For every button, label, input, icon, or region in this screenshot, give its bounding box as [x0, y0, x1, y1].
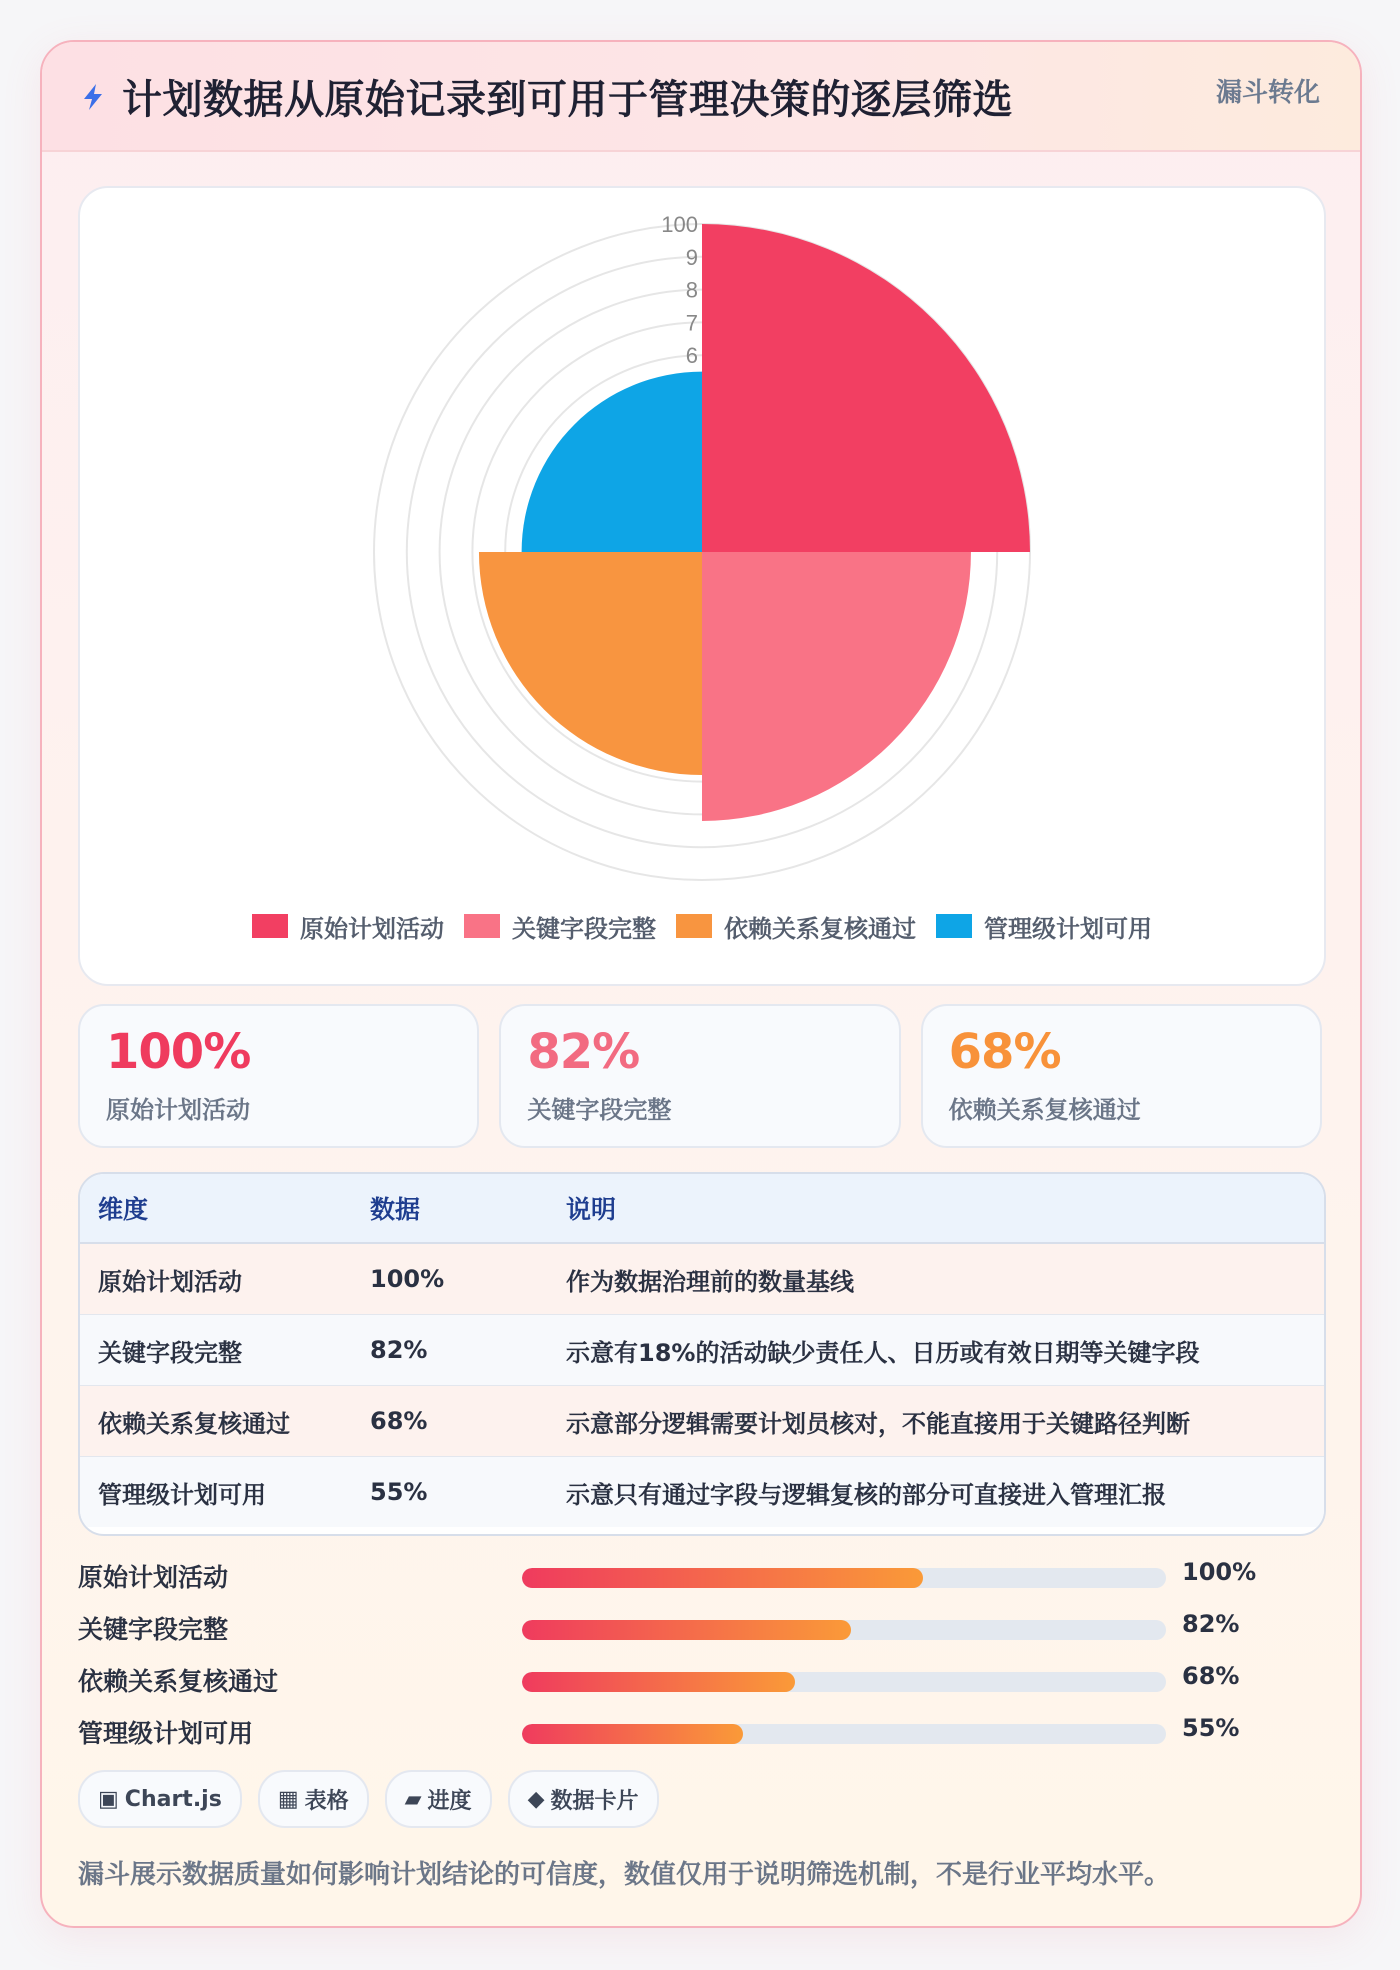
- polar-sector[interactable]: [702, 552, 971, 821]
- stat-value: 100%: [106, 1024, 251, 1080]
- radial-tick-label: 100: [661, 212, 698, 237]
- radial-tick-label: 6: [685, 343, 698, 369]
- table-cell: 55%: [352, 1457, 548, 1528]
- diamond-icon: ◆: [527, 1786, 545, 1812]
- table-cell: 100%: [352, 1243, 548, 1315]
- radial-tick-label: 8: [685, 277, 698, 303]
- legend-label: 管理级计划可用: [984, 914, 1152, 943]
- table-cell: 示意部分逻辑需要计划员核对，不能直接用于关键路径判断: [548, 1386, 1324, 1457]
- table-row: [80, 1386, 1324, 1457]
- table-cell: 68%: [352, 1386, 548, 1457]
- chip-label: 数据卡片: [550, 1788, 639, 1814]
- chart-legend: [80, 906, 1324, 946]
- legend-item[interactable]: [676, 909, 916, 944]
- footnote: 漏斗展示数据质量如何影响计划结论的可信度，数值仅用于说明筛选机制，不是行业平均水平。: [78, 1860, 1171, 1890]
- legend-item[interactable]: [464, 909, 656, 944]
- chip-chartjs: [78, 1770, 242, 1828]
- stat-card: [921, 1004, 1322, 1148]
- progress-row: [78, 1602, 1322, 1654]
- chart-panel: [78, 186, 1326, 986]
- progress-row: [78, 1550, 1322, 1602]
- chip-label: 表格: [304, 1788, 349, 1814]
- table-cell: 作为数据治理前的数量基线: [548, 1243, 1324, 1315]
- radial-tick-label: 9: [685, 244, 698, 270]
- infographic-card: [40, 40, 1362, 1928]
- progress-bars: [78, 1550, 1322, 1758]
- legend-label: 原始计划活动: [300, 914, 444, 943]
- legend-item[interactable]: [252, 909, 444, 944]
- table-cell: 82%: [352, 1315, 548, 1386]
- chip-table: [258, 1770, 369, 1828]
- progress-row: [78, 1706, 1322, 1758]
- table-cell: 关键字段完整: [80, 1315, 352, 1386]
- progress-label: 关键字段完整: [78, 1615, 229, 1644]
- table-row: [80, 1243, 1324, 1315]
- legend-item[interactable]: [936, 909, 1152, 944]
- lightning-bolt-icon: [80, 82, 106, 112]
- polar-sector[interactable]: [479, 552, 702, 775]
- progress-fill: [522, 1672, 795, 1692]
- radial-tick-label: 7: [685, 310, 698, 336]
- chart-icon: ▣: [98, 1786, 119, 1812]
- polar-sector[interactable]: [522, 372, 702, 552]
- chip-progress: [385, 1770, 492, 1828]
- stat-value: 68%: [948, 1024, 1061, 1080]
- progress-track: [522, 1568, 1166, 1588]
- progress-label: 管理级计划可用: [78, 1719, 254, 1748]
- polar-sector[interactable]: [702, 224, 1030, 552]
- table-icon: ▦: [277, 1786, 299, 1812]
- tech-chips: [78, 1770, 659, 1828]
- progress-value: 68%: [1182, 1662, 1240, 1690]
- progress-label: 依赖关系复核通过: [78, 1667, 279, 1696]
- legend-label: 关键字段完整: [512, 914, 656, 943]
- stat-label: 依赖关系复核通过: [948, 1096, 1141, 1124]
- progress-value: 55%: [1182, 1714, 1240, 1742]
- chip-label: Chart.js: [124, 1786, 222, 1812]
- column-header: 说明: [548, 1174, 1324, 1243]
- chip-label: 进度: [427, 1788, 472, 1814]
- table-cell: 示意有18%的活动缺少责任人、日历或有效日期等关键字段: [548, 1315, 1324, 1386]
- legend-swatch: [676, 914, 712, 938]
- progress-fill: [522, 1568, 923, 1588]
- stat-cards: [78, 1004, 1322, 1148]
- stat-label: 原始计划活动: [106, 1096, 250, 1124]
- progress-fill: [522, 1620, 851, 1640]
- progress-track: [522, 1724, 1166, 1744]
- table-cell: 示意只有通过字段与逻辑复核的部分可直接进入管理汇报: [548, 1457, 1324, 1528]
- legend-swatch: [252, 914, 288, 938]
- table-cell: 依赖关系复核通过: [80, 1386, 352, 1457]
- table-row: [80, 1457, 1324, 1528]
- progress-track: [522, 1672, 1166, 1692]
- table-header-row: [80, 1174, 1324, 1243]
- page-title: 计划数据从原始记录到可用于管理决策的逐层筛选: [122, 77, 1013, 123]
- table-cell: 管理级计划可用: [80, 1457, 352, 1528]
- progress-value: 100%: [1182, 1558, 1257, 1586]
- progress-fill: [522, 1724, 743, 1744]
- polar-area-chart: [80, 188, 1324, 888]
- table-cell: 原始计划活动: [80, 1243, 352, 1315]
- progress-label: 原始计划活动: [78, 1563, 229, 1592]
- table-row: [80, 1315, 1324, 1386]
- progress-track: [522, 1620, 1166, 1640]
- stat-card: [499, 1004, 900, 1148]
- column-header: 维度: [80, 1174, 352, 1243]
- stat-value: 82%: [527, 1024, 640, 1080]
- progress-value: 82%: [1182, 1610, 1240, 1638]
- data-table: [78, 1172, 1326, 1536]
- legend-label: 依赖关系复核通过: [724, 914, 916, 943]
- progress-row: [78, 1654, 1322, 1706]
- stat-label: 关键字段完整: [527, 1096, 672, 1124]
- chart-type-tag: 漏斗转化: [1215, 78, 1320, 108]
- legend-swatch: [464, 914, 500, 938]
- card-header: [42, 42, 1360, 152]
- chip-data-card: [508, 1770, 659, 1828]
- stat-card: [78, 1004, 479, 1148]
- progress-icon: ▰: [404, 1786, 422, 1812]
- legend-swatch: [936, 914, 972, 938]
- column-header: 数据: [352, 1174, 548, 1243]
